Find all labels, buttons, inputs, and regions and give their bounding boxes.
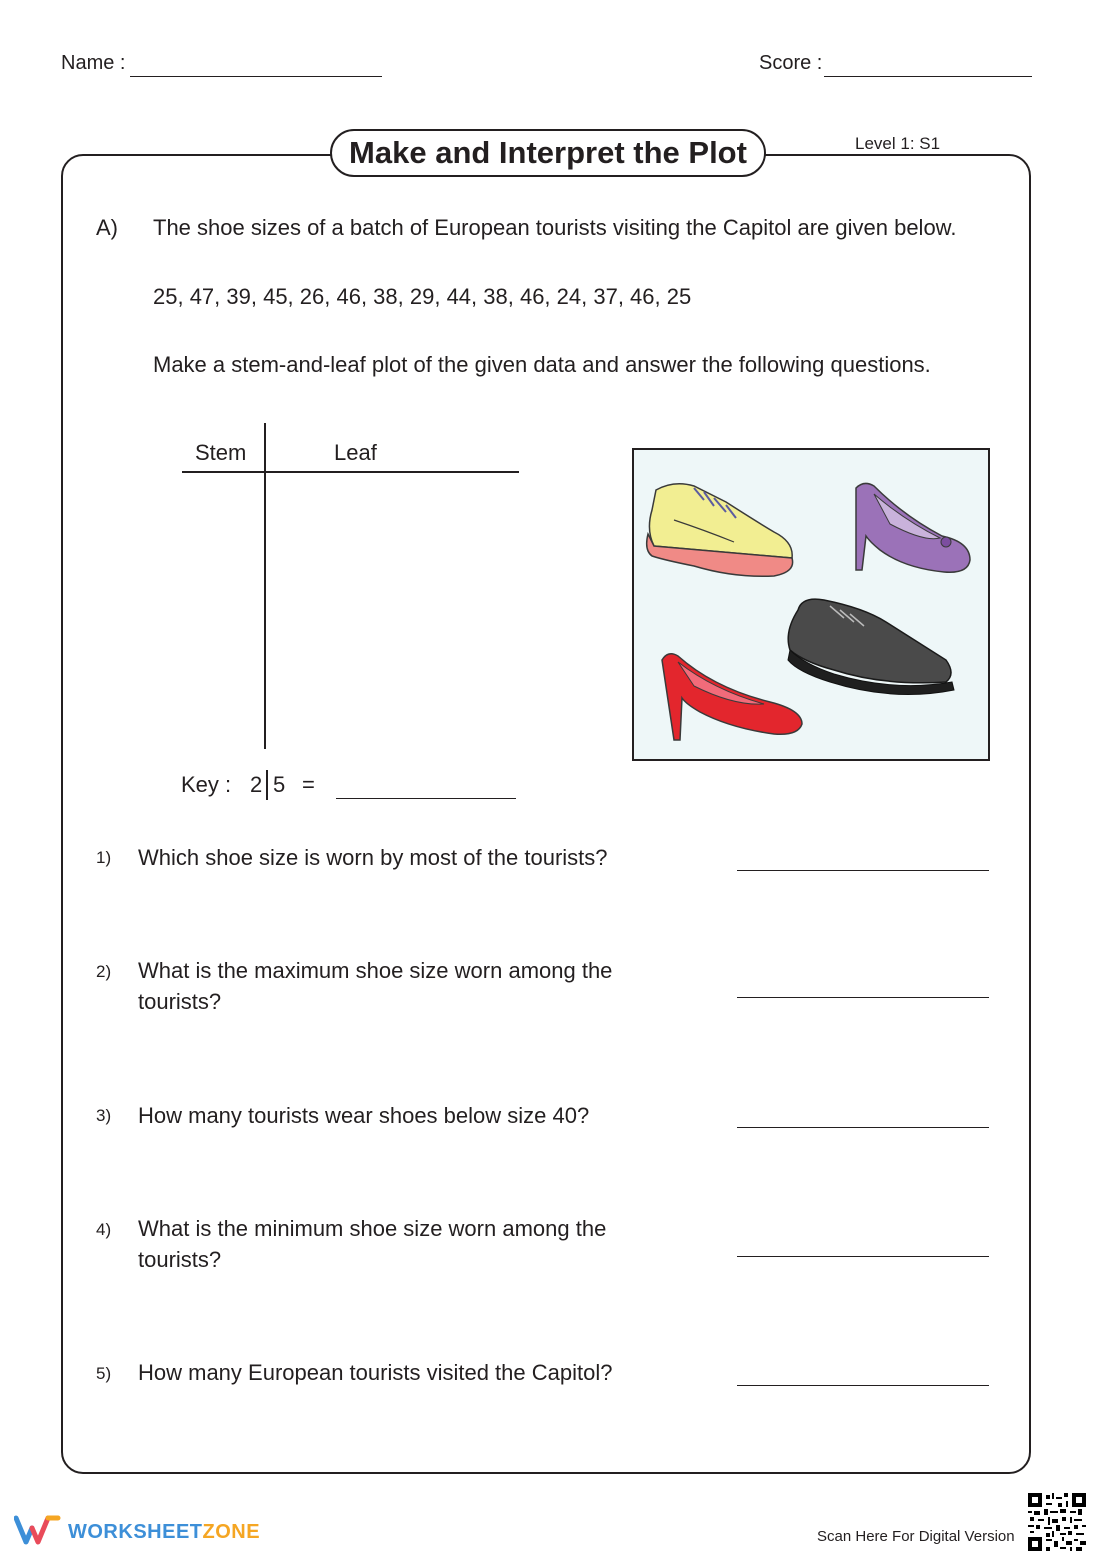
name-label: Name : [61, 52, 126, 74]
question-number: 1) [96, 848, 112, 867]
answer-blank-3[interactable] [737, 1127, 989, 1128]
key-leaf: 5 [273, 772, 286, 797]
section-letter: A) [96, 215, 118, 240]
name-blank[interactable] [130, 76, 382, 77]
leaf-header: Leaf [334, 440, 377, 465]
data-values: 25, 47, 39, 45, 26, 46, 38, 29, 44, 38, 46, 24, 37, 46, 25 [153, 284, 692, 309]
question-text: How many tourists wear shoes below size 40? [138, 1103, 590, 1128]
black-oxford-shoe-icon [788, 599, 954, 694]
question-text: Which shoe size is worn by most of the tourists? [138, 845, 608, 870]
question-text: What is the minimum shoe size worn among the tourists? [138, 1216, 607, 1272]
level-label: Level 1: S1 [855, 134, 941, 153]
section-instruction: Make a stem-and-leaf plot of the given data and answer the following questions. [153, 352, 931, 377]
score-blank[interactable] [824, 76, 1032, 77]
question-number: 4) [96, 1220, 112, 1239]
answer-blank-5[interactable] [737, 1385, 989, 1386]
brand-part-2: ZONE [202, 1521, 261, 1543]
page-title: Make and Interpret the Plot [330, 129, 766, 177]
shoes-illustration [632, 448, 990, 761]
key-stem: 2 [250, 772, 263, 797]
key-divider [266, 770, 268, 800]
purple-heel-icon [856, 483, 970, 572]
question-number: 2) [96, 962, 112, 981]
question-text: What is the maximum shoe size worn among the tourists? [138, 958, 613, 1014]
key-answer-blank[interactable] [336, 798, 516, 799]
score-label: Score : [759, 52, 823, 74]
answer-blank-1[interactable] [737, 870, 989, 871]
brand-name[interactable] [68, 1521, 260, 1544]
stem-leaf-plot-area[interactable] [266, 473, 518, 748]
qr-code-icon[interactable] [1028, 1493, 1086, 1551]
question-text: How many European tourists visited the Capitol? [138, 1360, 613, 1385]
key-label: Key : [181, 772, 232, 797]
brand-part-1: WORKSHEET [68, 1521, 203, 1543]
worksheetzone-logo-icon [14, 1514, 62, 1546]
red-heel-icon [662, 654, 802, 740]
answer-blank-2[interactable] [737, 997, 989, 998]
key-equals: = [302, 772, 315, 797]
question-number: 5) [96, 1364, 112, 1383]
stem-header: Stem [195, 440, 247, 465]
scan-text: Scan Here For Digital Version [817, 1528, 1015, 1545]
section-intro: The shoe sizes of a batch of European tourists visiting the Capitol are given below. [153, 215, 957, 240]
question-number: 3) [96, 1106, 112, 1125]
answer-blank-4[interactable] [737, 1256, 989, 1257]
sneaker-icon [647, 484, 793, 577]
